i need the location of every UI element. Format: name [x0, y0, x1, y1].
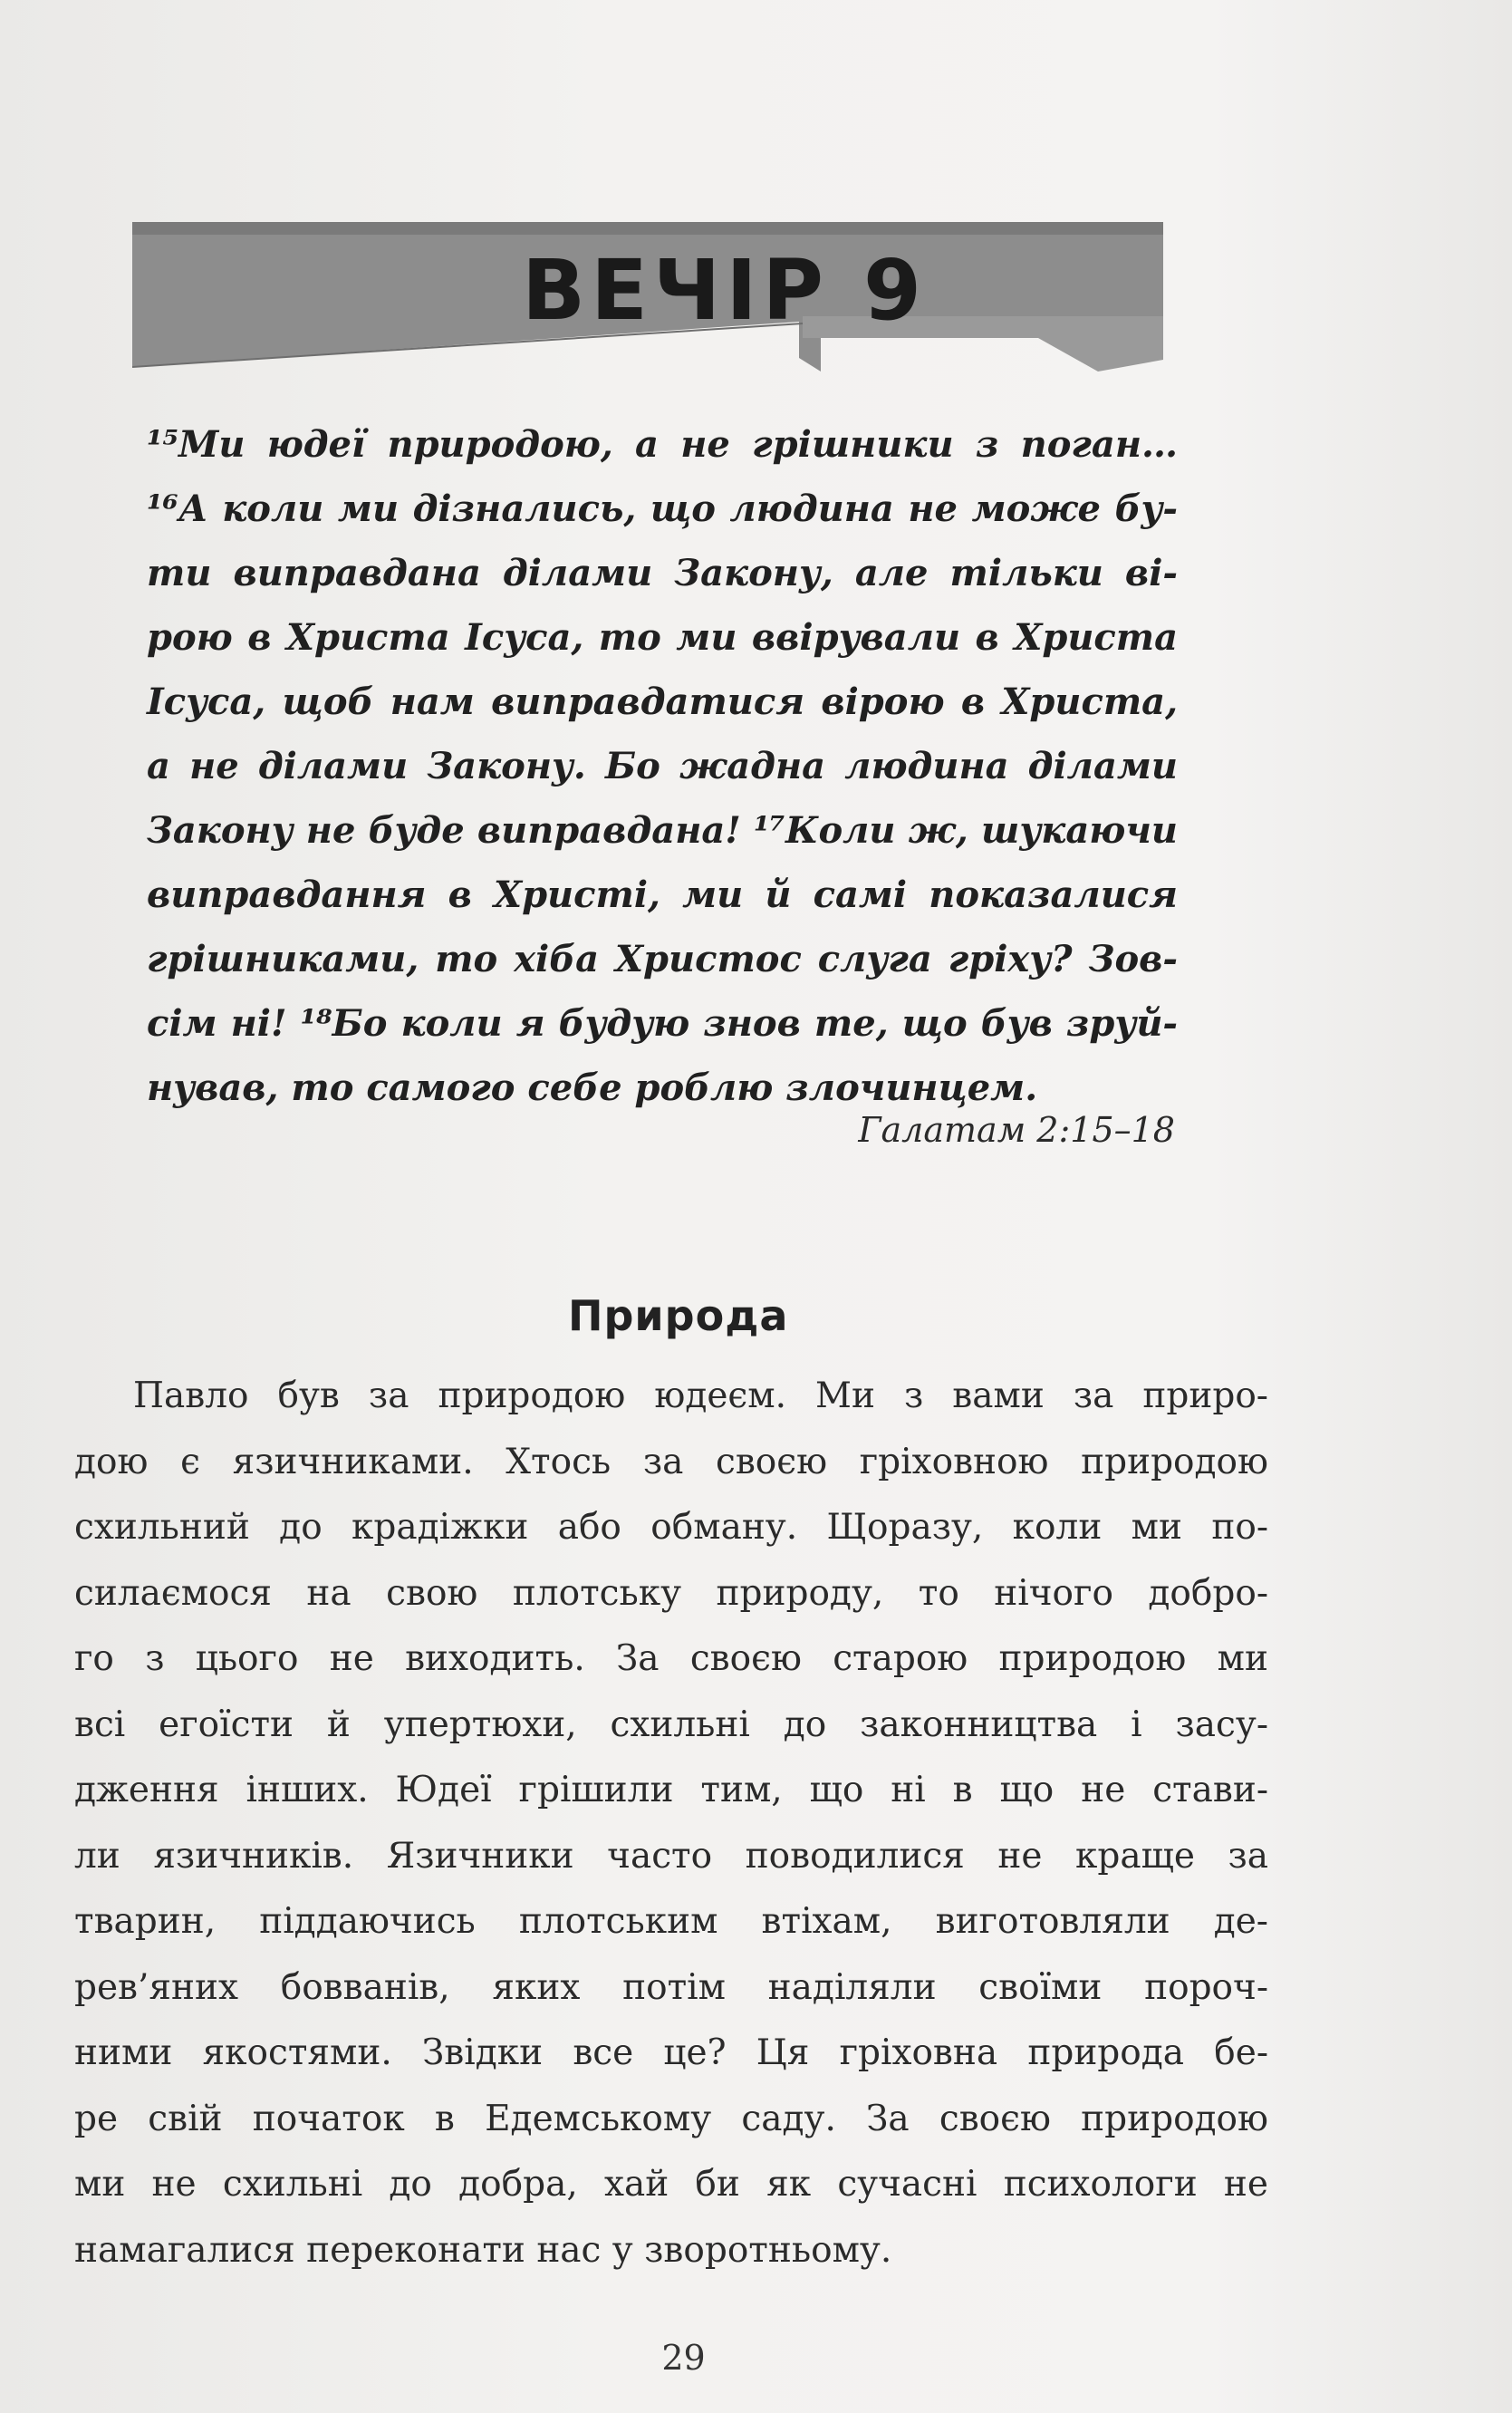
paragraph-line: схильний до крадіжки або обману. Щоразу, коли ми по-	[74, 1507, 1268, 1548]
page-number: 29	[661, 2338, 706, 2378]
paragraph-line: го з цього не виходить. За своєю старою природою ми	[74, 1638, 1268, 1679]
scripture-line: грішниками, то хіба Христос слуга гріху? Зов-	[147, 938, 1178, 980]
paragraph-line: тварин, піддаючись плотським втіхам, виготовляли де-	[74, 1901, 1268, 1942]
scripture-line: а не ділами Закону. Бо жадна людина ділами	[147, 745, 1178, 787]
paragraph-line: дження інших. Юдеї грішили тим, що ні в що не стави-	[74, 1770, 1268, 1810]
paragraph-line: Павло був за природою юдеєм. Ми з вами за приро-	[133, 1375, 1268, 1416]
paragraph-line: ре свій початок в Едемському саду. За своєю природою	[74, 2098, 1268, 2139]
scripture-line: ¹⁵Ми юдеї природою, а не грішники з поган…	[147, 423, 1178, 466]
chapter-title: ВЕЧІР 9	[522, 242, 928, 339]
chapter-banner	[132, 222, 1163, 372]
scripture-line: сім ні! ¹⁸Бо коли я будую знов те, що був зруй-	[147, 1002, 1178, 1045]
paragraph-line: ли язичників. Язичники часто поводилися не краще за	[74, 1835, 1268, 1877]
scripture-line: Закону не буде виправдана! ¹⁷Коли ж, шукаючи	[147, 809, 1178, 852]
scripture-line: рою в Христа Ісуса, то ми ввірували в Христа	[147, 616, 1178, 659]
paragraph-line: всі егоїсти й упертюхи, схильні до законництва і засу-	[74, 1704, 1268, 1745]
scripture-line: нував, то самого себе роблю злочинцем.	[147, 1067, 1038, 1109]
scripture-line: ¹⁶А коли ми дізнались, що людина не може бу-	[147, 487, 1178, 530]
paragraph-line: рев’яних бовванів, яких потім наділяли своїми пороч-	[74, 1966, 1268, 2008]
paragraph-line: намагалися переконати нас у зворотньому.	[74, 2229, 892, 2271]
paragraph-line: силаємося на свою плотську природу, то нічого добро-	[74, 1572, 1268, 1614]
body-paragraph	[74, 1364, 1268, 2283]
scripture-line: Ісуса, щоб нам виправдатися вірою в Христа,	[147, 680, 1178, 723]
paragraph-line: ми не схильні до добра, хай би як сучасні психологи не	[74, 2164, 1268, 2205]
scripture-reference: Галатам 2:15–18	[858, 1110, 1175, 1150]
scripture-passage	[147, 412, 1178, 1120]
scripture-line: виправдання в Христі, ми й самі показалися	[147, 874, 1178, 916]
section-heading: Природа	[568, 1291, 789, 1340]
paragraph-line: дою є язичниками. Хтось за своєю гріховною природою	[74, 1441, 1268, 1482]
scripture-line: ти виправдана ділами Закону, але тільки ві-	[147, 552, 1178, 594]
paragraph-line: ними якостями. Звідки все це? Ця гріховна природа бе-	[74, 2032, 1268, 2073]
